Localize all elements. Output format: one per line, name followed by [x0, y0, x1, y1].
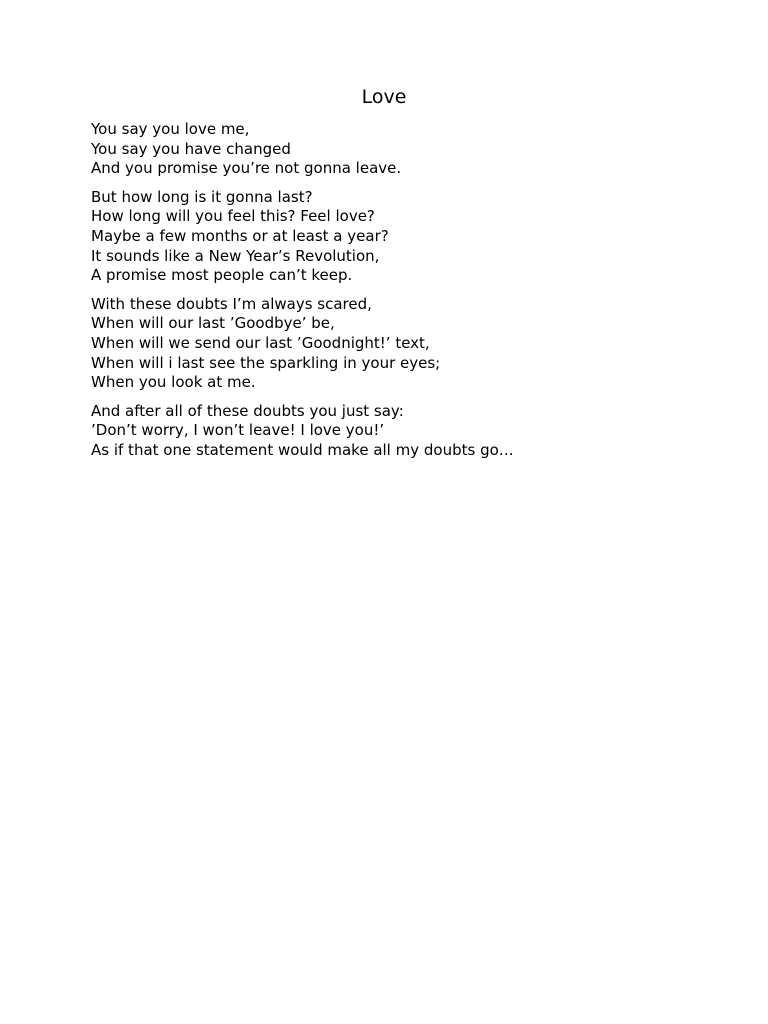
- stanza-1: [91, 120, 691, 179]
- poem-line: With these doubts I’m always scared,: [91, 294, 372, 313]
- poem-line: And after all of these doubts you just say:: [91, 401, 404, 420]
- poem-line: When will our last ’Goodbye’ be,: [91, 314, 335, 333]
- stanza-2: [91, 188, 691, 286]
- poem-body: [91, 120, 691, 470]
- poem-title: Love: [361, 86, 407, 108]
- poem-line: But how long is it gonna last?: [91, 187, 313, 206]
- poem-line: A promise most people can’t keep.: [91, 266, 353, 285]
- poem-line: When will i last see the sparkling in your eyes;: [91, 353, 441, 372]
- stanza-4: [91, 402, 691, 461]
- poem-line: You say you have changed: [91, 139, 291, 158]
- poem-line: When you look at me.: [91, 373, 256, 392]
- poem-line: It sounds like a New Year’s Revolution,: [91, 246, 380, 265]
- poem-line: And you promise you’re not gonna leave.: [91, 159, 402, 178]
- poem-line: ’Don’t worry, I won’t leave! I love you!’: [91, 421, 385, 440]
- poem-line: When will we send our last ’Goodnight!’ text,: [91, 333, 430, 352]
- poem-line: Maybe a few months or at least a year?: [91, 226, 389, 245]
- poem-line: As if that one statement would make all my doubts go…: [91, 440, 514, 459]
- stanza-3: [91, 295, 691, 393]
- poem-line: You say you love me,: [91, 120, 250, 138]
- poem-line: How long will you feel this? Feel love?: [91, 207, 375, 226]
